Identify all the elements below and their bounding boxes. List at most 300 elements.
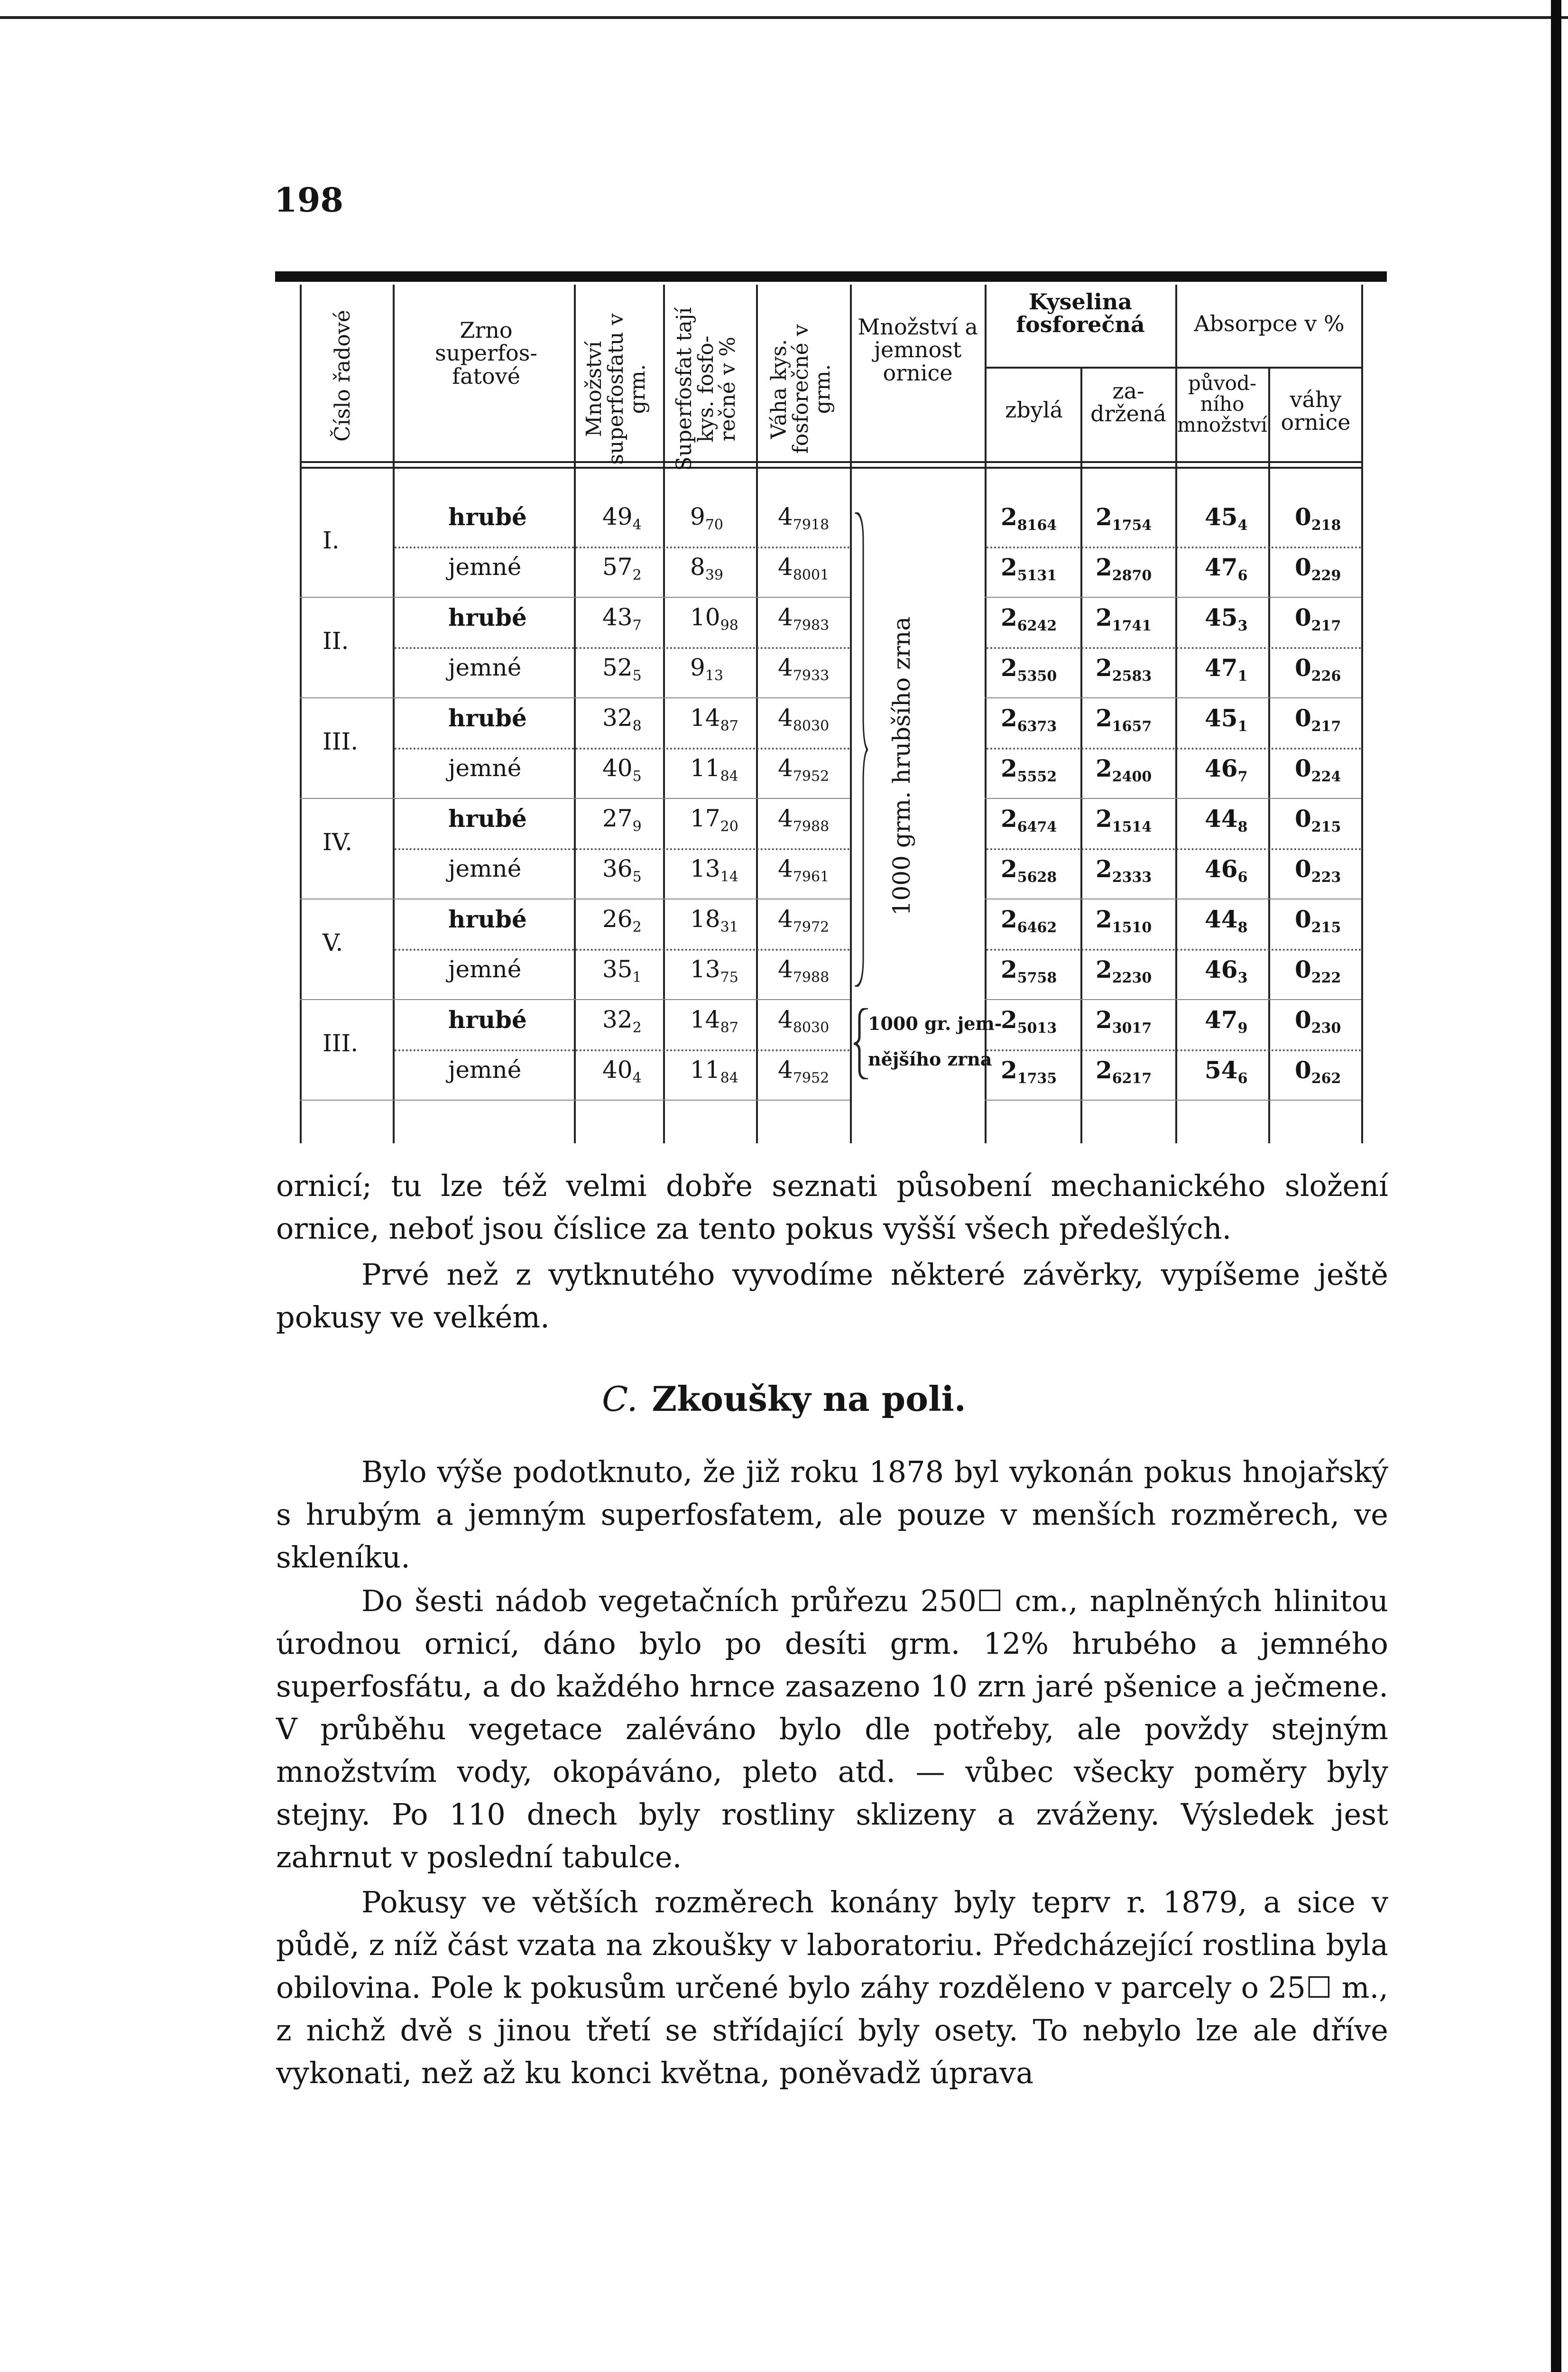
group-divider [300, 999, 850, 1000]
row-zrno: hrubé [448, 704, 527, 732]
value-main: 46 [1205, 754, 1238, 782]
group-divider [985, 798, 1361, 799]
row-value-c8 [1295, 754, 1341, 785]
value-main: 4 [778, 754, 793, 782]
row-zrno: jemné [448, 654, 522, 681]
group-divider [300, 697, 850, 698]
table-vline [663, 285, 665, 1143]
group-divider [300, 597, 850, 598]
row-value-c3 [778, 503, 829, 533]
value-main: 2 [1096, 503, 1112, 531]
value-main: 0 [1295, 553, 1311, 581]
value-main: 0 [1295, 654, 1311, 682]
value-sub: 7 [632, 617, 642, 634]
value-main: 0 [1295, 1056, 1311, 1084]
row-value-c7 [1205, 1056, 1247, 1087]
row-zrno: jemné [448, 553, 522, 581]
value-main: 2 [1001, 503, 1017, 531]
row-divider-dotted [395, 1049, 850, 1051]
value-sub: 1754 [1112, 517, 1152, 534]
row-value-c7 [1205, 704, 1247, 735]
group-label: IV. [323, 828, 353, 856]
value-sub: 8 [1237, 919, 1248, 936]
row-value-c5 [1001, 1056, 1057, 1087]
row-value-c7 [1205, 553, 1247, 584]
value-sub: 6217 [1112, 1070, 1152, 1087]
row-value-c7 [1205, 503, 1247, 534]
row-value-c6 [1096, 503, 1152, 534]
value-main: 47 [1205, 553, 1238, 581]
row-value-c5 [1001, 955, 1057, 986]
group-divider [300, 1100, 850, 1101]
row-value-c8 [1295, 654, 1341, 685]
heading-text: Zkoušky na poli. [652, 1379, 966, 1419]
value-sub: 6 [1237, 1070, 1248, 1087]
row-divider-dotted [395, 748, 850, 750]
header-kyselina: Kyselina fosforečná [1016, 289, 1145, 338]
value-main: 2 [1096, 905, 1112, 933]
value-main: 13 [690, 855, 720, 882]
value-main: 0 [1295, 855, 1311, 883]
heading-letter: C. [602, 1379, 638, 1419]
row-value-c3 [778, 905, 829, 936]
row-value-c6 [1096, 754, 1152, 785]
row-value-c2 [690, 955, 738, 986]
header-vahy: váhy ornice [1281, 387, 1351, 435]
value-sub: 7918 [793, 517, 830, 533]
value-main: 36 [602, 855, 633, 882]
group-divider [985, 597, 1361, 598]
row-value-c8 [1295, 905, 1341, 936]
value-main: 0 [1295, 905, 1311, 933]
row-zrno: jemné [448, 955, 522, 983]
row-zrno: jemné [448, 1056, 522, 1084]
value-main: 2 [1001, 654, 1017, 682]
row-zrno: hrubé [448, 1006, 527, 1034]
value-main: 35 [602, 955, 633, 983]
value-sub: 98 [720, 617, 738, 634]
value-main: 2 [1001, 1056, 1017, 1084]
value-main: 2 [1096, 654, 1112, 682]
value-sub: 5552 [1017, 769, 1057, 785]
value-sub: 224 [1311, 769, 1341, 785]
value-main: 2 [1096, 955, 1112, 983]
value-main: 2 [1096, 754, 1112, 782]
header-zrno: Zrno superfos-fatové [435, 317, 537, 389]
value-sub: 7933 [793, 667, 830, 684]
row-value-c2 [690, 553, 723, 584]
header-superfosfat: Superfosfat tají kys. fosfo-rečné v % [672, 307, 740, 471]
value-main: 2 [1096, 553, 1112, 581]
row-zrno: hrubé [448, 905, 527, 933]
value-sub: 2333 [1112, 869, 1152, 886]
row-zrno: jemné [448, 754, 522, 782]
ornice-small-label-1: 1000 gr. jem- [868, 1013, 1002, 1034]
value-sub: 2 [632, 1019, 642, 1036]
row-value-c5 [1001, 905, 1057, 936]
row-zrno: hrubé [448, 805, 527, 833]
row-zrno: hrubé [448, 503, 527, 531]
value-sub: 1741 [1112, 618, 1152, 634]
row-value-c5 [1001, 1006, 1057, 1037]
row-value-c7 [1205, 955, 1247, 986]
table-vline [300, 285, 302, 1143]
value-sub: 7983 [793, 617, 830, 634]
group-label: V. [323, 929, 343, 956]
value-sub: 226 [1311, 668, 1341, 685]
value-main: 45 [1205, 603, 1238, 631]
row-value-c8 [1295, 603, 1341, 634]
value-sub: 215 [1311, 819, 1341, 835]
row-value-c7 [1205, 1006, 1247, 1037]
row-value-c1 [602, 603, 642, 634]
row-divider-dotted [395, 647, 850, 649]
value-main: 0 [1295, 503, 1311, 531]
value-sub: 1514 [1112, 819, 1152, 835]
value-sub: 7972 [793, 919, 830, 936]
value-main: 0 [1295, 805, 1311, 833]
header-cislo: Číslo řadové [331, 310, 355, 442]
table-vline [1080, 368, 1082, 1143]
value-sub: 7952 [793, 1070, 830, 1086]
value-main: 4 [778, 1006, 793, 1033]
value-sub: 14 [720, 869, 738, 885]
row-value-c7 [1205, 855, 1247, 886]
value-main: 54 [1205, 1056, 1238, 1084]
value-sub: 8164 [1017, 517, 1057, 534]
row-value-c3 [778, 855, 829, 885]
value-main: 2 [1096, 603, 1112, 631]
value-sub: 5131 [1017, 567, 1057, 584]
row-value-c6 [1096, 603, 1152, 634]
row-zrno: hrubé [448, 603, 527, 631]
value-main: 9 [690, 503, 705, 530]
row-value-c1 [602, 1056, 642, 1086]
row-value-c3 [778, 805, 829, 835]
value-sub: 31 [720, 919, 738, 936]
header-vaha: Váha kys. fosforečné v grm. [767, 324, 835, 454]
value-main: 4 [778, 654, 793, 681]
row-value-c6 [1096, 855, 1152, 886]
value-sub: 84 [720, 1070, 738, 1086]
ornice-big-label: 1000 grm. hrubšího zrna [888, 616, 915, 916]
value-sub: 5 [632, 768, 642, 785]
value-sub: 2 [632, 919, 642, 936]
row-value-c3 [778, 955, 829, 986]
row-divider-dotted [987, 748, 1361, 750]
value-main: 2 [1001, 955, 1017, 983]
value-main: 2 [1096, 855, 1112, 883]
row-value-c2 [690, 704, 738, 734]
row-value-c1 [602, 905, 642, 936]
value-main: 43 [602, 603, 633, 631]
row-value-c5 [1001, 553, 1057, 584]
value-sub: 217 [1311, 718, 1341, 735]
value-sub: 1 [1237, 718, 1248, 735]
value-sub: 6474 [1017, 819, 1057, 835]
table-vline [574, 285, 576, 1143]
row-divider-dotted [395, 547, 850, 548]
row-value-c2 [690, 654, 723, 684]
value-sub: 75 [720, 969, 738, 986]
value-sub: 8030 [793, 1019, 830, 1036]
header-mnozstvi-ornice: Množství a jemnost ornice [858, 314, 978, 386]
value-main: 47 [1205, 1006, 1238, 1034]
header-absorpce: Absorpce v % [1194, 311, 1345, 336]
row-value-c6 [1096, 654, 1152, 685]
row-value-c6 [1096, 955, 1152, 986]
value-sub: 215 [1311, 919, 1341, 936]
header-zadrzena: za-držená [1090, 378, 1166, 427]
value-sub: 7952 [793, 768, 830, 785]
value-sub: 5 [632, 667, 642, 684]
table-vline [850, 285, 852, 1143]
value-sub: 1510 [1112, 919, 1152, 936]
row-value-c3 [778, 754, 829, 785]
value-sub: 7988 [793, 818, 830, 835]
value-main: 4 [778, 603, 793, 631]
value-sub: 1 [1237, 668, 1248, 685]
group-label: II. [323, 627, 349, 655]
value-main: 0 [1295, 603, 1311, 631]
row-divider-dotted [987, 949, 1361, 951]
value-sub: 87 [720, 1019, 738, 1036]
paragraph-1 [276, 1165, 1388, 1250]
paragraph-2 [276, 1253, 1388, 1339]
value-main: 2 [1001, 704, 1017, 732]
paragraph-4-text: Do šesti nádob vegetačních průřezu 250☐ cm., naplněných hlinitou úrodnou ornicí, dáno bylo po desíti grm. 12% hrubého a jemného superfosfátu, a do každého hrnce zasazeno 10 zrn jaré pšenice a ječmene. V průběhu vegetace zaléváno bylo dle potřeby, ale povždy stejným množstvím vody, okopáváno, pleto atd. — vůbec všecky poměry byly stejny. Po 110 dnech byly rostliny sklizeny a zváženy. Výsledek jest zahrnut v poslední tabulce. [276, 1584, 1388, 1874]
row-value-c1 [602, 654, 642, 684]
row-value-c5 [1001, 603, 1057, 634]
group-label: III. [323, 728, 359, 755]
value-main: 8 [690, 553, 705, 581]
value-main: 27 [602, 805, 633, 832]
value-main: 45 [1205, 503, 1238, 531]
row-value-c8 [1295, 553, 1341, 584]
value-sub: 3 [1237, 970, 1248, 986]
value-main: 32 [602, 1006, 633, 1033]
value-main: 4 [778, 905, 793, 933]
value-sub: 5 [632, 869, 642, 885]
section-heading [0, 1379, 1568, 1419]
row-value-c6 [1096, 704, 1152, 735]
value-main: 0 [1295, 955, 1311, 983]
value-main: 46 [1205, 955, 1238, 983]
row-value-c8 [1295, 855, 1341, 886]
value-main: 44 [1205, 905, 1238, 933]
row-divider-dotted [987, 848, 1361, 850]
value-sub: 2 [632, 567, 642, 584]
value-sub: 223 [1311, 869, 1341, 886]
data-table [0, 0, 1568, 1148]
value-main: 0 [1295, 704, 1311, 732]
row-value-c3 [778, 603, 829, 634]
value-main: 57 [602, 553, 633, 581]
value-sub: 6242 [1017, 618, 1057, 634]
value-main: 4 [778, 503, 793, 530]
value-main: 44 [1205, 805, 1238, 833]
value-sub: 4 [632, 1070, 642, 1086]
value-main: 2 [1096, 1006, 1112, 1034]
value-main: 0 [1295, 1006, 1311, 1034]
row-value-c7 [1205, 603, 1247, 634]
paragraph-5 [276, 1881, 1388, 2094]
value-main: 49 [602, 503, 633, 530]
row-value-c5 [1001, 503, 1057, 534]
value-sub: 6373 [1017, 718, 1057, 735]
row-value-c1 [602, 855, 642, 885]
value-sub: 8 [1237, 819, 1248, 835]
value-sub: 6 [1237, 869, 1248, 886]
value-sub: 229 [1311, 567, 1341, 584]
value-sub: 5758 [1017, 970, 1057, 986]
row-value-c6 [1096, 805, 1152, 835]
value-main: 0 [1295, 754, 1311, 782]
value-main: 46 [1205, 855, 1238, 883]
row-value-c1 [602, 704, 642, 734]
value-sub: 7961 [793, 869, 830, 885]
row-value-c1 [602, 955, 642, 986]
row-value-c3 [778, 1056, 829, 1086]
value-sub: 84 [720, 768, 738, 785]
table-vline [1268, 368, 1270, 1143]
value-sub: 1735 [1017, 1070, 1057, 1087]
value-sub: 2230 [1112, 970, 1152, 986]
row-divider-dotted [987, 647, 1361, 649]
value-sub: 2400 [1112, 769, 1152, 785]
value-main: 2 [1096, 1056, 1112, 1084]
group-divider [985, 1100, 1361, 1101]
row-value-c6 [1096, 905, 1152, 936]
row-value-c2 [690, 1006, 738, 1036]
value-main: 2 [1001, 754, 1017, 782]
row-value-c8 [1295, 1006, 1341, 1037]
value-sub: 7 [1237, 769, 1248, 785]
value-sub: 6 [1237, 567, 1248, 584]
value-main: 47 [1205, 654, 1238, 682]
row-value-c8 [1295, 1056, 1341, 1087]
value-main: 4 [778, 553, 793, 581]
row-divider-dotted [395, 848, 850, 850]
value-sub: 9 [632, 818, 642, 835]
value-sub: 70 [705, 517, 723, 533]
value-sub: 5628 [1017, 869, 1057, 886]
value-main: 2 [1001, 855, 1017, 883]
value-main: 10 [690, 603, 720, 631]
row-value-c1 [602, 805, 642, 835]
value-main: 2 [1001, 553, 1017, 581]
table-vline [1361, 285, 1363, 1143]
row-value-c6 [1096, 1006, 1152, 1037]
value-main: 26 [602, 905, 633, 933]
value-main: 4 [778, 855, 793, 882]
header-mnozstvi-superfosfatu: Množství superfosfatu v grm. [582, 313, 650, 465]
row-divider-dotted [987, 1049, 1361, 1051]
value-main: 4 [778, 704, 793, 732]
value-sub: 7988 [793, 969, 830, 986]
value-sub: 3017 [1112, 1020, 1152, 1037]
row-value-c5 [1001, 805, 1057, 835]
value-sub: 8030 [793, 718, 830, 734]
row-value-c7 [1205, 654, 1247, 685]
group-divider [300, 798, 850, 799]
value-main: 14 [690, 704, 720, 732]
value-main: 4 [778, 1056, 793, 1084]
value-main: 40 [602, 1056, 633, 1084]
header-zbyla: zbylá [1005, 397, 1063, 423]
row-value-c5 [1001, 855, 1057, 886]
value-sub: 9 [1237, 1020, 1248, 1037]
group-divider [985, 999, 1361, 1000]
row-zrno: jemné [448, 855, 522, 882]
row-value-c8 [1295, 503, 1341, 534]
value-main: 2 [1096, 805, 1112, 833]
value-sub: 2870 [1112, 567, 1152, 584]
row-value-c3 [778, 553, 829, 584]
row-value-c6 [1096, 553, 1152, 584]
value-sub: 87 [720, 718, 738, 734]
row-value-c8 [1295, 704, 1341, 735]
row-value-c1 [602, 754, 642, 785]
row-value-c5 [1001, 754, 1057, 785]
row-divider-dotted [395, 949, 850, 951]
header-puvodniho: původ-ního množství [1177, 371, 1267, 437]
value-sub: 218 [1311, 517, 1341, 534]
row-value-c7 [1205, 805, 1247, 835]
row-value-c3 [778, 654, 829, 684]
group-divider [985, 697, 1361, 698]
value-main: 2 [1001, 1006, 1017, 1034]
paragraph-1-text: ornicí; tu lze též velmi dobře seznati působení mechanického složení ornice, neboť jsou číslice za tento pokus vyšší všech předešlých. [276, 1168, 1388, 1246]
page-number: 198 [274, 180, 344, 220]
group-label: I. [323, 527, 340, 554]
row-value-c2 [690, 754, 738, 785]
table-hline [985, 367, 1361, 369]
value-main: 32 [602, 704, 633, 732]
row-value-c7 [1205, 905, 1247, 936]
value-sub: 8001 [793, 567, 830, 584]
value-main: 52 [602, 654, 633, 681]
value-main: 14 [690, 1006, 720, 1033]
row-value-c8 [1295, 805, 1341, 835]
row-value-c5 [1001, 654, 1057, 685]
value-sub: 6462 [1017, 919, 1057, 936]
value-sub: 5350 [1017, 668, 1057, 685]
group-label: III. [323, 1029, 359, 1057]
row-value-c2 [690, 1056, 738, 1086]
row-value-c3 [778, 704, 829, 734]
row-value-c6 [1096, 1056, 1152, 1087]
value-main: 45 [1205, 704, 1238, 732]
value-main: 2 [1096, 704, 1112, 732]
value-main: 18 [690, 905, 720, 933]
value-sub: 222 [1311, 970, 1341, 986]
table-vline [756, 285, 758, 1143]
paragraph-2-text: Prvé než z vytknutého vyvodíme některé závěrky, vypíšeme ještě pokusy ve velkém. [276, 1257, 1388, 1334]
value-sub: 8 [632, 718, 642, 734]
value-main: 17 [690, 805, 720, 832]
row-value-c1 [602, 503, 642, 533]
value-sub: 39 [705, 567, 723, 584]
value-main: 11 [690, 754, 720, 782]
value-sub: 5013 [1017, 1020, 1057, 1037]
row-divider-dotted [987, 547, 1361, 548]
value-main: 4 [778, 805, 793, 832]
value-main: 2 [1001, 905, 1017, 933]
value-sub: 13 [705, 667, 723, 684]
row-value-c2 [690, 603, 738, 634]
row-value-c2 [690, 503, 723, 533]
